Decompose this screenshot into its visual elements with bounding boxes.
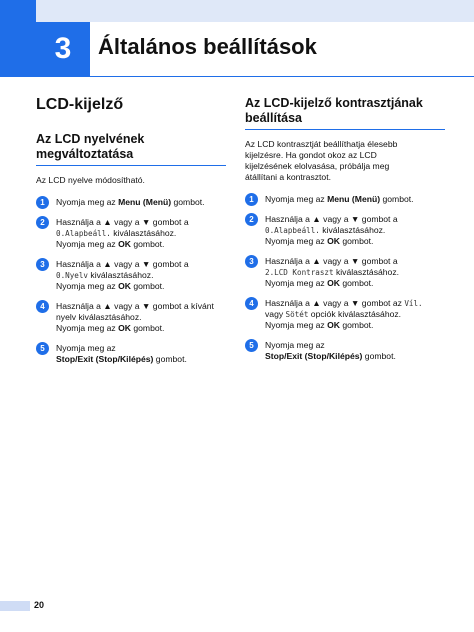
key-name: OK bbox=[327, 278, 340, 288]
key-name: Menu (Menü) bbox=[327, 194, 381, 204]
step-text: gombot. bbox=[380, 194, 414, 204]
step-text: gombot. bbox=[339, 320, 374, 330]
menu-option: 0.Alapbeáll. bbox=[56, 229, 111, 238]
step-5 bbox=[36, 343, 226, 365]
menu-option: 0.Alapbeáll. bbox=[265, 226, 320, 235]
step-number-badge: 4 bbox=[36, 300, 49, 313]
menu-option: 0.Nyelv bbox=[56, 271, 89, 280]
step-text: Nyomja meg az bbox=[265, 320, 328, 330]
step-number-badge: 2 bbox=[245, 213, 258, 226]
step-number-badge: 5 bbox=[36, 342, 49, 355]
step-text: Használja a ▲ vagy a ▼ gombot az bbox=[265, 298, 405, 308]
step-text: Használja a ▲ vagy a ▼ gombot a bbox=[56, 259, 189, 269]
step-3 bbox=[245, 256, 445, 289]
step-text: nyelv kiválasztásához. bbox=[56, 312, 142, 322]
step-3 bbox=[36, 259, 226, 292]
step-1 bbox=[36, 197, 226, 208]
step-2 bbox=[245, 214, 445, 247]
header-band bbox=[0, 0, 474, 22]
subsection-title-line: megváltoztatása bbox=[36, 147, 134, 161]
header-accent-block bbox=[0, 0, 36, 76]
step-text: Használja a ▲ vagy a ▼ gombot a bbox=[265, 214, 398, 224]
subsection-divider bbox=[245, 129, 445, 130]
step-text: Nyomja meg az bbox=[56, 281, 119, 291]
step-text: Használja a ▲ vagy a ▼ gombot a bbox=[56, 217, 189, 227]
step-text: gombot. bbox=[130, 323, 165, 333]
menu-option: 2.LCD Kontraszt bbox=[265, 268, 334, 277]
menu-option: Víl. bbox=[404, 299, 423, 308]
subsection-title-line: Az LCD-kijelző kontrasztjának bbox=[245, 96, 423, 110]
key-name: OK bbox=[327, 320, 340, 330]
key-name: OK bbox=[118, 281, 131, 291]
intro-line: kijelzésre. Ha gondot okoz az LCD bbox=[245, 150, 377, 160]
key-name: Stop/Exit (Stop/Kilépés) bbox=[265, 351, 363, 361]
step-number-badge: 3 bbox=[36, 258, 49, 271]
menu-option: Sötét bbox=[285, 310, 309, 319]
key-name: Menu (Menü) bbox=[118, 197, 172, 207]
step-text: Nyomja meg az bbox=[265, 340, 325, 350]
step-text: gombot. bbox=[171, 197, 205, 207]
step-1 bbox=[245, 194, 445, 205]
intro-line: kijelzésének elolvasása, próbálja meg bbox=[245, 161, 390, 171]
step-text: Nyomja meg az bbox=[265, 236, 328, 246]
step-text: gombot. bbox=[153, 354, 187, 364]
key-name: OK bbox=[118, 239, 131, 249]
step-text: Nyomja meg az bbox=[56, 197, 119, 207]
step-number-badge: 1 bbox=[36, 196, 49, 209]
subsection-title-line: Az LCD nyelvének bbox=[36, 132, 145, 146]
step-text: Használja a ▲ vagy a ▼ gombot a kívánt bbox=[56, 301, 214, 311]
step-text: Nyomja meg az bbox=[56, 239, 119, 249]
step-text: opciók kiválasztásához. bbox=[308, 309, 402, 319]
chapter-title: Általános beállítások bbox=[98, 34, 317, 59]
step-text: gombot. bbox=[339, 236, 374, 246]
step-text: kiválasztásához. bbox=[110, 228, 177, 238]
section-title: LCD-kijelző bbox=[36, 96, 124, 113]
subsection-title bbox=[36, 132, 226, 162]
step-number-badge: 5 bbox=[245, 339, 258, 352]
step-text: gombot. bbox=[130, 239, 165, 249]
footer-band bbox=[0, 601, 30, 611]
step-text: gombot. bbox=[362, 351, 396, 361]
step-2 bbox=[36, 217, 226, 250]
key-name: OK bbox=[327, 236, 340, 246]
intro-text bbox=[245, 139, 445, 183]
key-name: OK bbox=[118, 323, 131, 333]
step-text: Nyomja meg az bbox=[265, 194, 328, 204]
step-text: kiválasztásához. bbox=[333, 267, 400, 277]
left-column bbox=[36, 96, 226, 374]
step-text: Nyomja meg az bbox=[56, 323, 119, 333]
step-4 bbox=[245, 298, 445, 331]
key-name: Stop/Exit (Stop/Kilépés) bbox=[56, 354, 154, 364]
step-5 bbox=[245, 340, 445, 362]
step-text: Nyomja meg az bbox=[56, 343, 116, 353]
step-number-badge: 4 bbox=[245, 297, 258, 310]
subsection-title bbox=[245, 96, 445, 126]
step-4 bbox=[36, 301, 226, 334]
step-text: vagy bbox=[265, 309, 286, 319]
step-number-badge: 3 bbox=[245, 255, 258, 268]
step-text: gombot. bbox=[339, 278, 374, 288]
subsection-title-line: beállítása bbox=[245, 111, 302, 125]
step-number-badge: 1 bbox=[245, 193, 258, 206]
subsection-divider bbox=[36, 165, 226, 166]
step-text: Nyomja meg az bbox=[265, 278, 328, 288]
page-number: 20 bbox=[34, 600, 45, 610]
step-text: Használja a ▲ vagy a ▼ gombot a bbox=[265, 256, 398, 266]
step-text: kiválasztásához. bbox=[319, 225, 386, 235]
step-text: gombot. bbox=[130, 281, 165, 291]
right-column bbox=[245, 96, 445, 371]
intro-line: Az LCD kontrasztját beállíthatja élesebb bbox=[245, 139, 398, 149]
step-number-badge: 2 bbox=[36, 216, 49, 229]
intro-line: átállítani a kontrasztot. bbox=[245, 172, 331, 182]
title-divider bbox=[0, 76, 474, 77]
intro-text: Az LCD nyelve módosítható. bbox=[36, 175, 145, 185]
chapter-number: 3 bbox=[36, 22, 90, 76]
step-text: kiválasztásához. bbox=[88, 270, 154, 280]
